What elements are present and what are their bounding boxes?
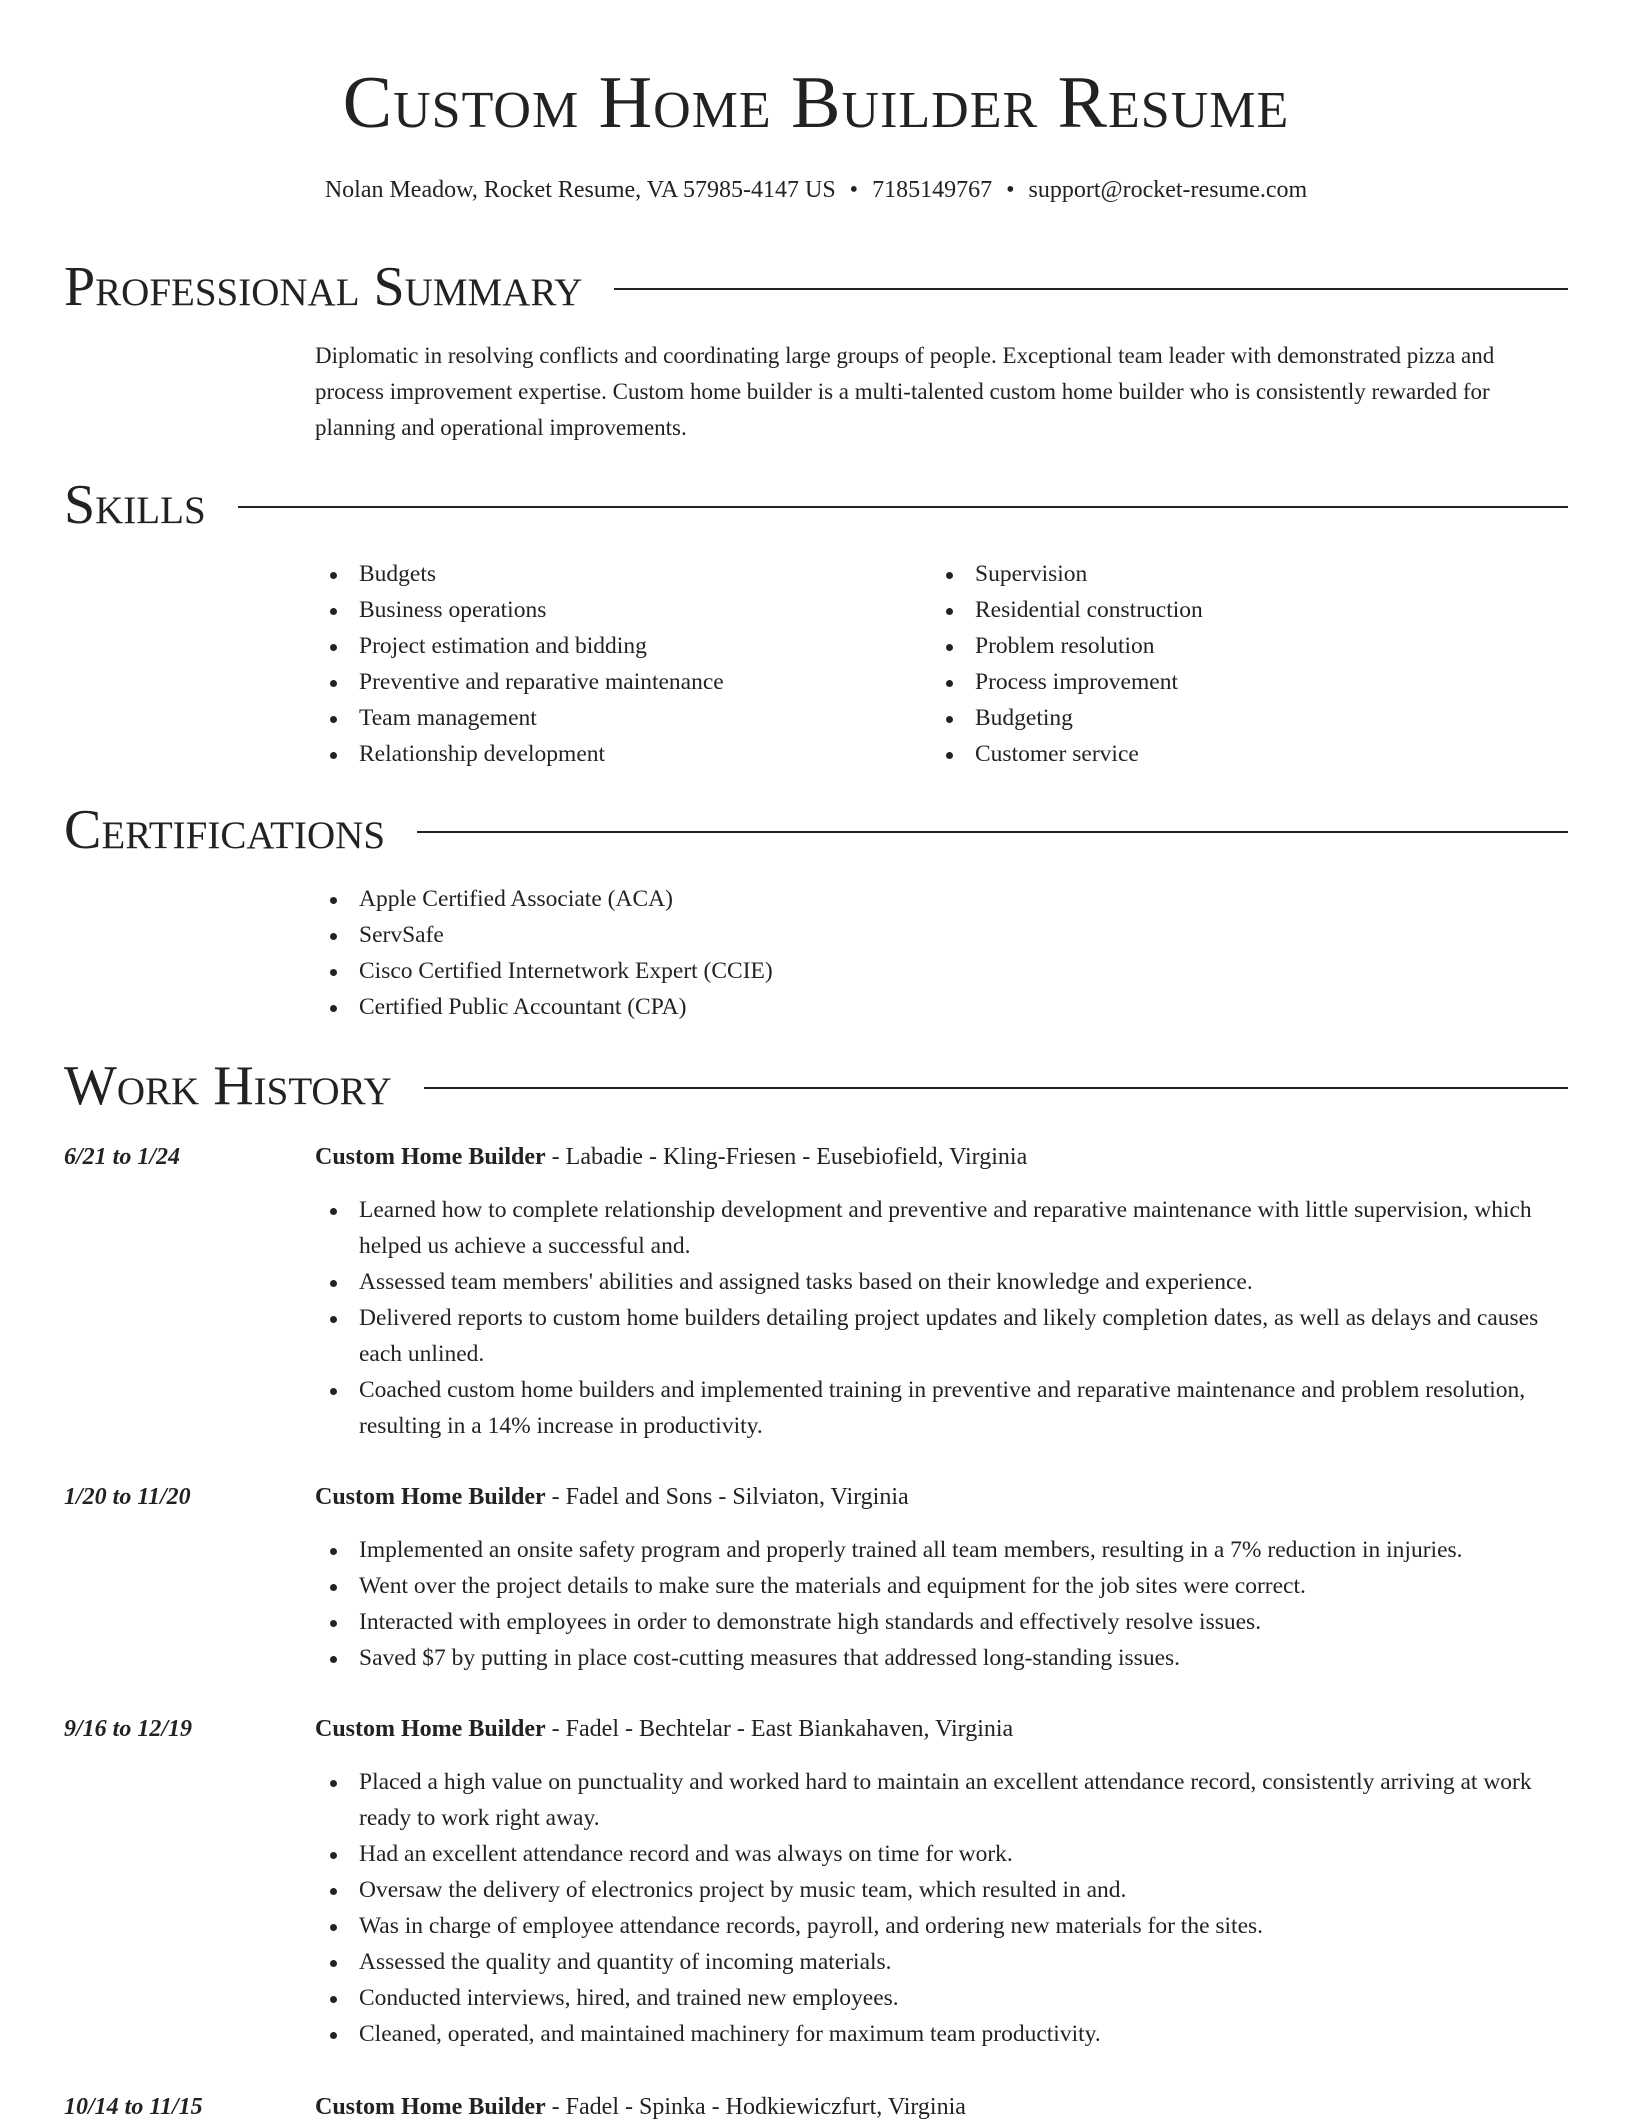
section-divider [417,831,1568,833]
skill-item: Problem resolution [931,628,1531,664]
contact-separator: • [849,177,859,203]
job-role: Custom Home Builder [315,1716,546,1742]
job-dates: 10/14 to 11/15 [64,2094,203,2120]
job-bullet: Coached custom home builders and implemented training in preventive and reparative maintenance and problem resolution, resulting in a 14% increase in productivity. [315,1372,1568,1444]
job-details: - Labadie - Kling-Friesen - Eusebiofield, Virginia [545,1144,1028,1170]
job-bullet: Conducted interviews, hired, and trained new employees. [315,1980,1568,2016]
certifications-list [315,881,1315,1025]
summary-text: Diplomatic in resolving conflicts and coordinating large groups of people. Exceptional team leader with demonstrated pizza and process improvement expertise. Custom home builder is a multi-talented custom home builder who is consistently rewarded for planning and operational improvements. [315,343,1495,440]
certification-item: Apple Certified Associate (ACA) [315,881,1315,917]
job-details: - Fadel and Sons - Silviaton, Virginia [545,1484,909,1510]
job-role: Custom Home Builder [315,2094,546,2120]
contact-line [0,174,1632,206]
job-bullet: Went over the project details to make sure the materials and equipment for the job sites were correct. [315,1568,1568,1604]
job-bullet: Assessed team members' abilities and assigned tasks based on their knowledge and experience. [315,1264,1568,1300]
skill-item: Process improvement [931,664,1531,700]
job-bullet: Oversaw the delivery of electronics project by music team, which resulted in and. [315,1872,1568,1908]
job-bullet: Implemented an onsite safety program and properly trained all team members, resulting in a 7% reduction in injuries. [315,1532,1568,1568]
job-bullet: Was in charge of employee attendance records, payroll, and ordering new materials for the sites. [315,1908,1568,1944]
job-bullet: Cleaned, operated, and maintained machinery for maximum team productivity. [315,2016,1568,2052]
job-bullet: Assessed the quality and quantity of incoming materials. [315,1944,1568,1980]
job-dates: 9/16 to 12/19 [64,1716,193,1742]
job-bullets [315,1532,1568,1676]
job-bullet: Saved $7 by putting in place cost-cutting measures that addressed long-standing issues. [315,1640,1568,1676]
job-details: - Fadel - Spinka - Hodkiewiczfurt, Virginia [545,2094,966,2120]
job-headline [315,2090,966,2124]
summary-section-heading [64,254,1568,320]
certifications-section-heading [64,797,1568,863]
job-details: - Fadel - Bechtelar - East Biankahaven, Virginia [545,1716,1014,1742]
job-bullet: Delivered reports to custom home builders detailing project updates and likely completion dates, as well as delays and causes each unlined. [315,1300,1568,1372]
certifications-heading: Certifications [64,799,386,861]
section-divider [614,288,1568,290]
skill-item: Project estimation and bidding [315,628,915,664]
skill-item: Customer service [931,736,1531,772]
certification-item: ServSafe [315,917,1315,953]
job-dates: 6/21 to 1/24 [64,1144,181,1170]
job-bullet: Learned how to complete relationship development and preventive and reparative maintenance with little supervision, which helped us achieve a successful and. [315,1192,1568,1264]
job-bullets [315,1192,1568,1444]
certification-item: Cisco Certified Internetwork Expert (CCIE) [315,953,1315,989]
summary-heading: Professional Summary [64,256,583,318]
contact-address: Nolan Meadow, Rocket Resume, VA 57985-4147 US [324,177,836,203]
job-dates: 1/20 to 11/20 [64,1484,191,1510]
certification-item: Certified Public Accountant (CPA) [315,989,1315,1025]
skill-item: Residential construction [931,592,1531,628]
skill-item: Business operations [315,592,915,628]
work-history-section-heading [64,1053,1568,1119]
skills-heading: Skills [64,474,206,536]
job-bullet: Interacted with employees in order to demonstrate high standards and effectively resolve issues. [315,1604,1568,1640]
job-headline [315,1140,1027,1174]
job-role: Custom Home Builder [315,1484,546,1510]
job-bullets [315,1764,1568,2052]
skill-item: Relationship development [315,736,915,772]
skill-item: Supervision [931,556,1531,592]
section-divider [424,1087,1568,1089]
contact-phone: 7185149767 [872,177,993,203]
job-headline [315,1480,909,1514]
job-bullet: Placed a high value on punctuality and worked hard to maintain an excellent attendance record, consistently arriving at work ready to work right away. [315,1764,1568,1836]
job-headline [315,1712,1013,1746]
skill-item: Budgeting [931,700,1531,736]
section-divider [238,506,1568,508]
skills-list-column-2 [931,556,1531,772]
contact-email: support@rocket-resume.com [1028,177,1308,203]
job-role: Custom Home Builder [315,1144,546,1170]
work-history-heading: Work History [64,1055,392,1117]
skill-item: Preventive and reparative maintenance [315,664,915,700]
skills-section-heading [64,472,1568,538]
skill-item: Team management [315,700,915,736]
skill-item: Budgets [315,556,915,592]
job-bullet: Had an excellent attendance record and was always on time for work. [315,1836,1568,1872]
skills-list-column-1 [315,556,915,772]
contact-separator: • [1006,177,1015,203]
page-title: Custom Home Builder Resume [342,62,1290,144]
